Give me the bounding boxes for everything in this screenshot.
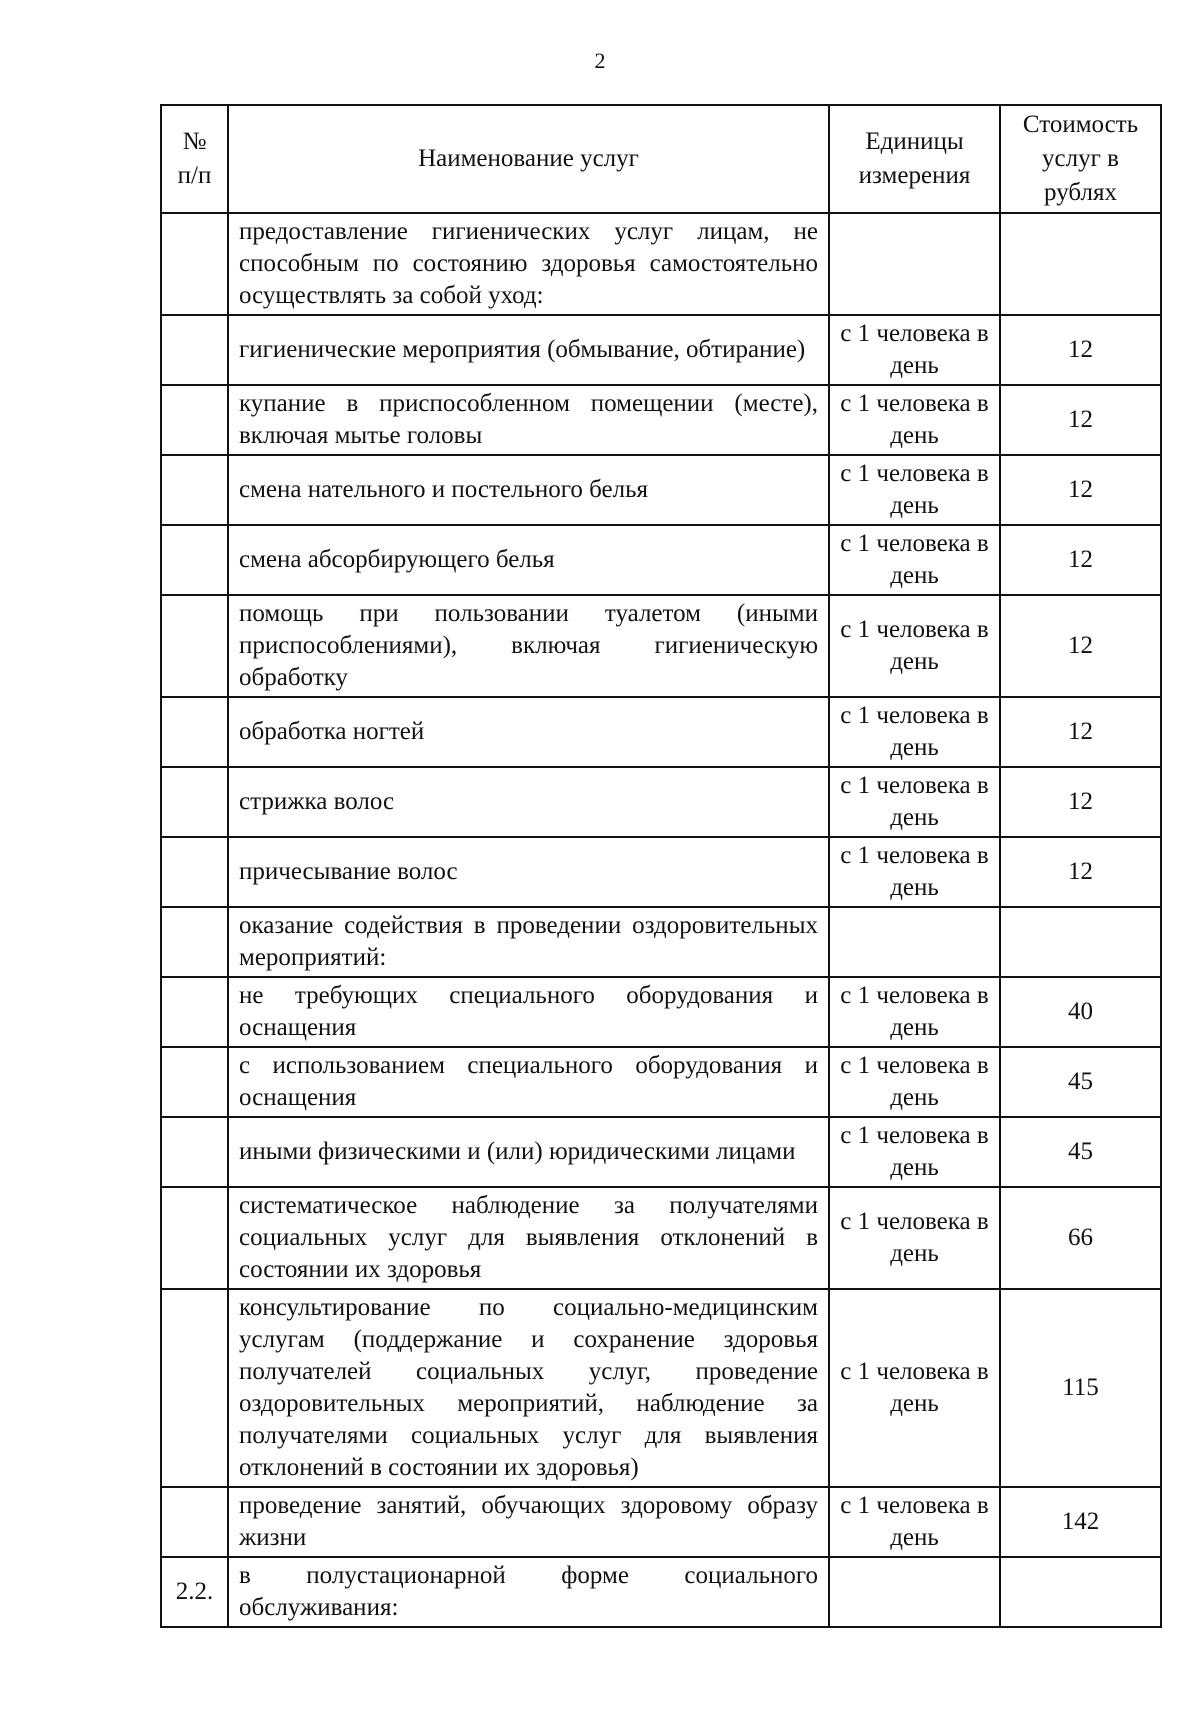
- table-row: [161, 907, 1161, 977]
- unit-of-measure: с 1 человека в день: [829, 767, 1000, 837]
- table-row: [161, 525, 1161, 595]
- service-cost: 12: [1000, 837, 1161, 907]
- service-name: смена нательного и постельного белья: [228, 455, 829, 525]
- row-num: [161, 907, 228, 977]
- service-name: предоставление гигиенических услуг лицам, не способным по состоянию здоровья самостоятельно осуществлять за собой уход:: [228, 213, 829, 315]
- table-row: [161, 455, 1161, 525]
- service-cost: 12: [1000, 385, 1161, 455]
- row-num: [161, 697, 228, 767]
- row-num: 2.2.: [161, 1557, 228, 1627]
- service-name: консультирование по социально-медицинским услугам (поддержание и сохранение здоровья получателей социальных услуг, проведение оздоровительных мероприятий, наблюдение за получателями социальных услуг для выявления отклонений в состоянии их здоровья): [228, 1289, 829, 1487]
- unit-of-measure: [829, 213, 1000, 315]
- row-num: [161, 1289, 228, 1487]
- table-row: [161, 1047, 1161, 1117]
- table-row: [161, 1557, 1161, 1627]
- table-row: [161, 767, 1161, 837]
- service-cost: [1000, 1557, 1161, 1627]
- service-cost: 115: [1000, 1289, 1161, 1487]
- row-num: [161, 1187, 228, 1289]
- table-row: [161, 1289, 1161, 1487]
- unit-of-measure: с 1 человека в день: [829, 1289, 1000, 1487]
- unit-of-measure: с 1 человека в день: [829, 1047, 1000, 1117]
- row-num: [161, 595, 228, 697]
- row-num: [161, 767, 228, 837]
- service-name: иными физическими и (или) юридическими лицами: [228, 1117, 829, 1187]
- unit-of-measure: с 1 человека в день: [829, 1117, 1000, 1187]
- service-cost: 40: [1000, 977, 1161, 1047]
- service-name: купание в приспособленном помещении (месте), включая мытье головы: [228, 385, 829, 455]
- service-cost: 12: [1000, 525, 1161, 595]
- row-num: [161, 385, 228, 455]
- service-cost: 12: [1000, 767, 1161, 837]
- unit-of-measure: с 1 человека в день: [829, 697, 1000, 767]
- unit-of-measure: с 1 человека в день: [829, 315, 1000, 385]
- service-cost: [1000, 213, 1161, 315]
- service-cost: [1000, 907, 1161, 977]
- service-cost: 12: [1000, 315, 1161, 385]
- row-num: [161, 1117, 228, 1187]
- row-num: [161, 455, 228, 525]
- row-num: [161, 1487, 228, 1557]
- service-cost: 12: [1000, 697, 1161, 767]
- service-name: в полустационарной форме социального обслуживания:: [228, 1557, 829, 1627]
- unit-of-measure: с 1 человека в день: [829, 1487, 1000, 1557]
- service-name: обработка ногтей: [228, 697, 829, 767]
- header-cost: Стоимость услуг в рублях: [1000, 105, 1161, 213]
- header-num: № п/п: [161, 105, 228, 213]
- table-row: [161, 1187, 1161, 1289]
- header-name: Наименование услуг: [228, 105, 829, 213]
- table-row: [161, 595, 1161, 697]
- table-row: [161, 837, 1161, 907]
- service-name: гигиенические мероприятия (обмывание, обтирание): [228, 315, 829, 385]
- service-cost: 142: [1000, 1487, 1161, 1557]
- row-num: [161, 525, 228, 595]
- unit-of-measure: с 1 человека в день: [829, 385, 1000, 455]
- unit-of-measure: с 1 человека в день: [829, 977, 1000, 1047]
- service-name: смена абсорбирующего белья: [228, 525, 829, 595]
- table-body: [161, 213, 1161, 1627]
- page-number: 2: [594, 48, 606, 73]
- table-row: [161, 977, 1161, 1047]
- service-name: помощь при пользовании туалетом (иными приспособлениями), включая гигиеническую обработку: [228, 595, 829, 697]
- row-num: [161, 977, 228, 1047]
- unit-of-measure: с 1 человека в день: [829, 1187, 1000, 1289]
- unit-of-measure: [829, 907, 1000, 977]
- row-num: [161, 213, 228, 315]
- service-name: не требующих специального оборудования и оснащения: [228, 977, 829, 1047]
- table-header-row: [161, 105, 1161, 213]
- table-row: [161, 1117, 1161, 1187]
- service-cost: 66: [1000, 1187, 1161, 1289]
- service-name: стрижка волос: [228, 767, 829, 837]
- table-row: [161, 385, 1161, 455]
- unit-of-measure: [829, 1557, 1000, 1627]
- header-unit: Единицы измерения: [829, 105, 1000, 213]
- service-cost: 45: [1000, 1047, 1161, 1117]
- service-name: причесывание волос: [228, 837, 829, 907]
- service-cost: 45: [1000, 1117, 1161, 1187]
- services-price-table: [160, 104, 1162, 1628]
- service-name: оказание содействия в проведении оздоровительных мероприятий:: [228, 907, 829, 977]
- unit-of-measure: с 1 человека в день: [829, 837, 1000, 907]
- service-cost: 12: [1000, 455, 1161, 525]
- row-num: [161, 315, 228, 385]
- table-row: [161, 315, 1161, 385]
- service-name: проведение занятий, обучающих здоровому образу жизни: [228, 1487, 829, 1557]
- table-row: [161, 1487, 1161, 1557]
- row-num: [161, 837, 228, 907]
- unit-of-measure: с 1 человека в день: [829, 595, 1000, 697]
- unit-of-measure: с 1 человека в день: [829, 455, 1000, 525]
- table-row: [161, 697, 1161, 767]
- row-num: [161, 1047, 228, 1117]
- table-row: [161, 213, 1161, 315]
- service-name: с использованием специального оборудования и оснащения: [228, 1047, 829, 1117]
- unit-of-measure: с 1 человека в день: [829, 525, 1000, 595]
- service-cost: 12: [1000, 595, 1161, 697]
- service-name: систематическое наблюдение за получателями социальных услуг для выявления отклонений в состоянии их здоровья: [228, 1187, 829, 1289]
